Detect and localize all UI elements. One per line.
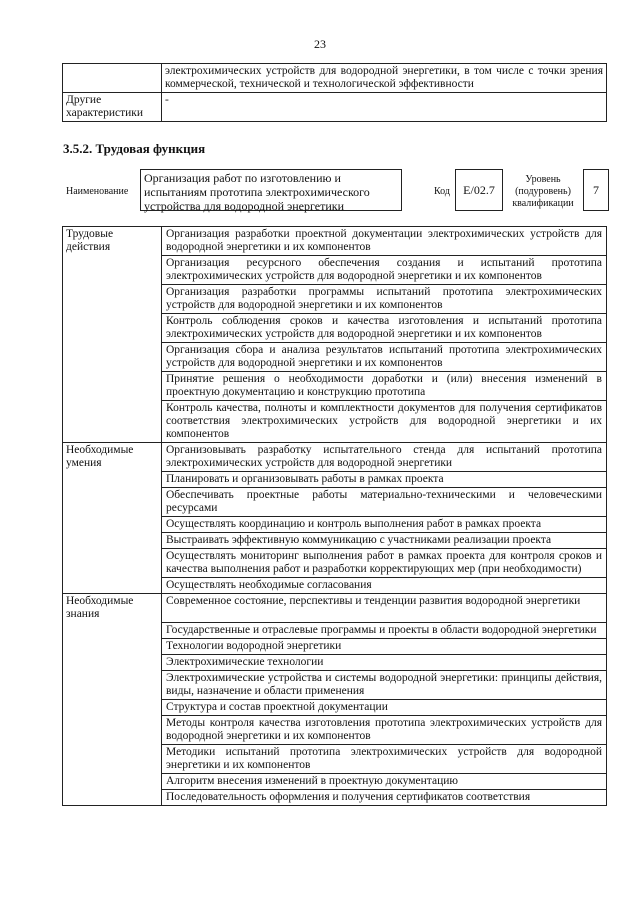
other-characteristics-value: - (162, 93, 607, 122)
knowledge-item: Алгоритм внесения изменений в проектную документацию (162, 773, 607, 789)
labor-action-item: Организация разработки программы испытаний прототипа электрохимических устройств для водородной энергетики и их компонентов (162, 285, 607, 314)
skill-category-cell (63, 472, 162, 488)
code-value: E/02.7 (455, 169, 503, 211)
continuation-table (62, 63, 607, 122)
knowledge-category-label: Необходимые знания (63, 594, 162, 623)
labor-action-item: Организация ресурсного обеспечения создания и испытаний прототипа электрохимических устройств для водородной энергетики и их компонентов (162, 256, 607, 285)
labor-action-item: Контроль соблюдения сроков и качества изготовления и испытаний прототипа электрохимических устройств для водородной энергетики и их компонентов (162, 314, 607, 343)
level-value: 7 (583, 169, 609, 211)
knowledge-row (63, 594, 607, 623)
section-title: 3.5.2. Трудовая функция (63, 141, 206, 156)
skill-row (63, 488, 607, 517)
knowledge-category-cell (63, 622, 162, 638)
skill-item: Выстраивать эффективную коммуникацию с участниками реализации проекта (162, 533, 607, 549)
knowledge-row (63, 670, 607, 699)
continuation-empty-cell (63, 64, 162, 93)
skill-category-cell (63, 488, 162, 517)
knowledge-item: Последовательность оформления и получения сертификатов соответствия (162, 789, 607, 805)
labor-action-category-cell (63, 314, 162, 343)
skill-row (63, 517, 607, 533)
skill-row (63, 472, 607, 488)
skill-row (63, 578, 607, 594)
page-number: 23 (314, 37, 326, 51)
knowledge-row (63, 789, 607, 805)
skill-category-cell (63, 578, 162, 594)
labor-action-item: Организация разработки проектной документации электрохимических устройств для водородной энергетики и их компонентов (162, 227, 607, 256)
knowledge-row (63, 654, 607, 670)
skill-category-cell (63, 533, 162, 549)
skill-row (63, 533, 607, 549)
knowledge-category-cell (63, 638, 162, 654)
labor-action-row (63, 227, 607, 256)
function-header (62, 169, 610, 213)
function-details-table (62, 226, 607, 806)
labor-action-item: Контроль качества, полноты и комплектности документов для получения сертификатов соответствия электрохимических устройств для водородной энергетики и их компонентов (162, 401, 607, 443)
skill-row (63, 443, 607, 472)
labor-action-category-cell (63, 343, 162, 372)
knowledge-item: Электрохимические технологии (162, 654, 607, 670)
knowledge-category-cell (63, 789, 162, 805)
knowledge-category-cell (63, 654, 162, 670)
code-label: Код (434, 186, 450, 197)
level-label: Уровень (подуровень) квалификации (512, 174, 574, 209)
knowledge-row (63, 715, 607, 744)
knowledge-item: Структура и состав проектной документации (162, 699, 607, 715)
labor-action-category-cell (63, 285, 162, 314)
knowledge-row (63, 773, 607, 789)
skill-item: Организовывать разработку испытательного стенда для испытаний прототипа электрохимических устройств для водородной энергетики (162, 443, 607, 472)
labor-action-row (63, 401, 607, 443)
skill-item: Осуществлять мониторинг выполнения работ в рамках проекта для контроля сроков и качества выполнения работ и разработки корректирующих мер (при необходимости) (162, 549, 607, 578)
function-name-label: Наименование (66, 186, 129, 197)
function-name-box: Организация работ по изготовлению и испытаниям прототипа электрохимического устройства для водородной энергетики (140, 169, 402, 211)
skill-category-cell (63, 549, 162, 578)
knowledge-category-cell (63, 670, 162, 699)
labor-action-row (63, 285, 607, 314)
knowledge-category-cell (63, 699, 162, 715)
labor-action-row (63, 314, 607, 343)
knowledge-item: Методы контроля качества изготовления прототипа электрохимических устройств для водородной энергетики и их компонентов (162, 715, 607, 744)
labor-action-category-cell (63, 401, 162, 443)
knowledge-item: Современное состояние, перспективы и тенденции развития водородной энергетики (162, 594, 607, 623)
knowledge-item: Государственные и отраслевые программы и проекты в области водородной энергетики (162, 622, 607, 638)
continuation-text: электрохимических устройств для водородной энергетики, в том числе с точки зрения коммерческой, технической и технологической эффективности (162, 64, 607, 93)
labor-action-category-cell (63, 256, 162, 285)
skill-category-label: Необходимые умения (63, 443, 162, 472)
labor-action-category-label: Трудовые действия (63, 227, 162, 256)
knowledge-item: Электрохимические устройства и системы водородной энергетики: принципы действия, виды, назначение и области применения (162, 670, 607, 699)
skill-row (63, 549, 607, 578)
labor-action-row (63, 372, 607, 401)
skill-item: Обеспечивать проектные работы материально-техническими и человеческими ресурсами (162, 488, 607, 517)
knowledge-row (63, 699, 607, 715)
knowledge-item: Методики испытаний прототипа электрохимических устройств для водородной энергетики и их компонентов (162, 744, 607, 773)
knowledge-row (63, 622, 607, 638)
skill-category-cell (63, 517, 162, 533)
labor-action-row (63, 343, 607, 372)
skill-item: Осуществлять необходимые согласования (162, 578, 607, 594)
knowledge-category-cell (63, 744, 162, 773)
knowledge-row (63, 744, 607, 773)
labor-action-item: Организация сбора и анализа результатов испытаний прототипа электрохимических устройств для водородной энергетики и их компонентов (162, 343, 607, 372)
labor-action-item: Принятие решения о необходимости доработки и (или) внесения изменений в проектную документацию и конструкцию прототипа (162, 372, 607, 401)
skill-item: Планировать и организовывать работы в рамках проекта (162, 472, 607, 488)
knowledge-category-cell (63, 773, 162, 789)
other-characteristics-label: Другие характеристики (63, 93, 162, 122)
knowledge-category-cell (63, 715, 162, 744)
skill-item: Осуществлять координацию и контроль выполнения работ в рамках проекта (162, 517, 607, 533)
knowledge-row (63, 638, 607, 654)
labor-action-category-cell (63, 372, 162, 401)
labor-action-row (63, 256, 607, 285)
knowledge-item: Технологии водородной энергетики (162, 638, 607, 654)
